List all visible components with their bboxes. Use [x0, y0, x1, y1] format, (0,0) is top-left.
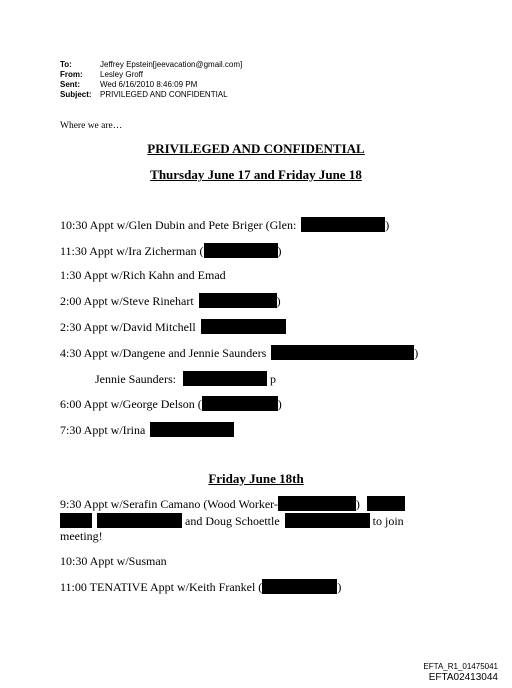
- sent-label: Sent:: [60, 80, 80, 89]
- from-row: [60, 70, 242, 80]
- redaction-box: [204, 243, 278, 258]
- redaction-box: [367, 496, 405, 511]
- friday-heading: Friday June 18th: [208, 471, 304, 486]
- redaction-box: [285, 513, 370, 528]
- appt-line-continued: [60, 513, 404, 528]
- to-row: [60, 60, 242, 70]
- appt-text: 1:30 Appt w/Rich Kahn and Emad: [60, 268, 226, 282]
- to-value: Jeffrey Epstein[jeevacation@gmail.com]: [100, 60, 243, 69]
- appt-line: [60, 268, 226, 282]
- subject-row: [60, 90, 242, 100]
- close-paren: ): [385, 218, 390, 232]
- appt-text: and Doug Schoettle: [185, 514, 280, 528]
- appt-line: [60, 345, 418, 360]
- appt-text: 7:30 Appt w/Irina: [60, 423, 146, 437]
- doc-title: PRIVILEGED AND CONFIDENTIAL: [147, 141, 365, 156]
- appt-text: 2:00 Appt w/Steve Rinehart: [60, 294, 194, 308]
- redaction-box: [202, 396, 278, 411]
- appt-text: 6:00 Appt w/George Delson (: [60, 397, 202, 411]
- subject-value: PRIVILEGED AND CONFIDENTIAL: [100, 90, 228, 99]
- appt-line: [60, 217, 389, 232]
- appt-suffix: p: [269, 372, 276, 386]
- close-paren: ): [276, 294, 281, 308]
- appt-line: [60, 554, 167, 568]
- appt-line-continued: [60, 529, 103, 543]
- email-header: [60, 60, 242, 100]
- redaction-box: [201, 319, 286, 334]
- to-label: To:: [60, 60, 72, 69]
- doc-subtitle: Thursday June 17 and Friday June 18: [150, 167, 362, 182]
- redaction-box: [183, 371, 267, 386]
- redaction-box: [150, 422, 234, 437]
- appt-line: [60, 319, 286, 334]
- redaction-box: [271, 345, 414, 360]
- redaction-box: [301, 217, 385, 232]
- redaction-box: [97, 513, 182, 528]
- appt-text: 11:30 Appt w/Ira Zicherman (: [60, 244, 204, 258]
- intro-text: Where we are…: [60, 121, 123, 131]
- appt-line: [60, 243, 282, 258]
- redaction-box: [262, 579, 337, 594]
- appt-text: Jennie Saunders:: [95, 372, 176, 386]
- sent-value: Wed 6/16/2010 8:46:09 PM: [100, 80, 198, 89]
- appt-line: [60, 293, 281, 308]
- appt-line: [95, 371, 276, 386]
- appt-text: 9:30 Appt w/Serafin Camano (Wood Worker-: [60, 497, 278, 511]
- redaction-box: [278, 496, 356, 511]
- appt-line: [60, 579, 341, 594]
- appt-text: to join: [372, 514, 404, 528]
- appt-line: [60, 422, 234, 437]
- redaction-box: [199, 293, 277, 308]
- close-paren: ): [277, 244, 282, 258]
- appt-text: 10:30 Appt w/Glen Dubin and Pete Briger (Glen:: [60, 218, 297, 232]
- subject-label: Subject:: [60, 90, 92, 99]
- close-paren: ): [337, 580, 342, 594]
- footer-id-1: EFTA_R1_01475041: [423, 662, 498, 671]
- sent-row: [60, 80, 242, 90]
- footer-id-2: EFTA02413044: [428, 672, 498, 683]
- from-value: Lesley Groff: [100, 70, 143, 79]
- appt-text: meeting!: [60, 529, 103, 543]
- close-paren: ): [414, 346, 419, 360]
- redaction-box: [60, 513, 92, 528]
- appt-line: [60, 496, 405, 511]
- close-paren: ): [355, 497, 360, 511]
- from-label: From:: [60, 70, 83, 79]
- close-paren: ): [277, 397, 282, 411]
- appt-text: 11:00 TENATIVE Appt w/Keith Frankel (: [60, 580, 263, 594]
- appt-text: 2:30 Appt w/David Mitchell: [60, 320, 196, 334]
- appt-line: [60, 396, 282, 411]
- appt-text: 4:30 Appt w/Dangene and Jennie Saunders: [60, 346, 267, 360]
- appt-text: 10:30 Appt w/Susman: [60, 554, 167, 568]
